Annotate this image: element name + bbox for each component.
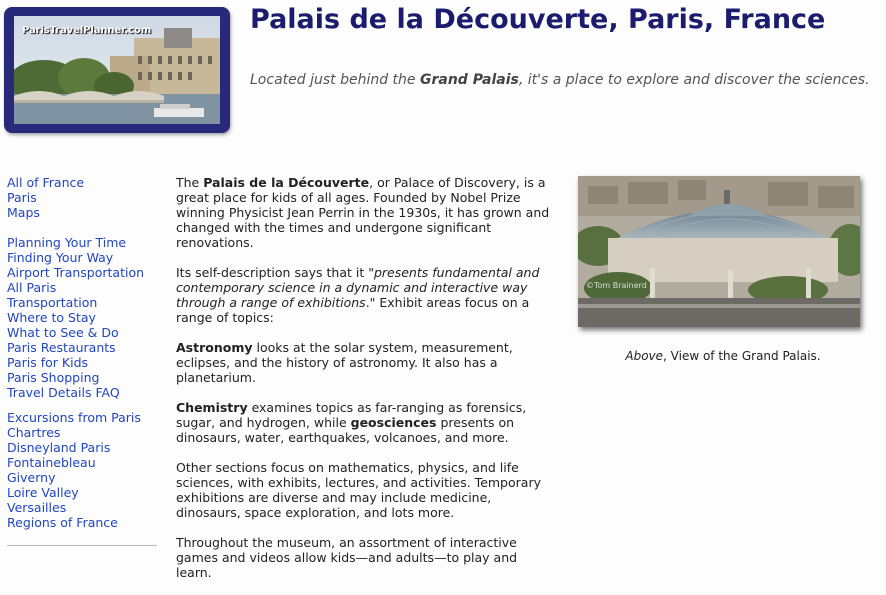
photo-watermark: ©Tom Brainerd: [586, 281, 647, 290]
sidebar-link-paris-for-kids[interactable]: Paris for Kids: [7, 355, 89, 370]
paragraph-interactive: Throughout the museum, an assortment of interactive games and videos allow kids—and adults—to play and learn.: [176, 535, 518, 580]
sidebar-link-excursions-from-paris[interactable]: Excursions from Paris: [7, 410, 141, 425]
sidebar-link-finding-your-way[interactable]: Finding Your Way: [7, 250, 114, 265]
sidebar-link-where-to-stay[interactable]: Where to Stay: [7, 310, 96, 325]
photo-caption: Above, View of the Grand Palais.: [625, 349, 821, 363]
paragraph-intro: The Palais de la Découverte, or Palace of Discovery, is a great place for kids of all ages. Founded by Nobel Prize winning Physicist Jean Perrin in the 1930s, it has grown and changed with the times and undergone significant renovations.: [176, 175, 550, 250]
sidebar-link-all-of-france[interactable]: All of France: [7, 175, 85, 190]
sidebar-link-loire-valley[interactable]: Loire Valley: [7, 485, 79, 500]
sidebar-link-paris-shopping[interactable]: Paris Shopping: [7, 370, 100, 385]
sidebar-link-versailles[interactable]: Versailles: [7, 500, 67, 515]
quote-text: presents fundamental and contemporary science in a dynamic and interactive way through a range of exhibitions: [176, 265, 540, 310]
paragraph-astronomy: Astronomy looks at the solar system, measurement, eclipses, and the history of astronomy. It also has a planetarium.: [176, 340, 513, 385]
sidebar-link-airport-transportation[interactable]: Airport Transportation: [7, 265, 145, 280]
article-body: [176, 175, 552, 595]
site-logo[interactable]: [4, 7, 230, 133]
sidebar-link-paris[interactable]: Paris: [7, 190, 37, 205]
paragraph-other-sections: Other sections focus on mathematics, physics, and life sciences, with exhibits, lectures, and activities. Temporary exhibitions are diverse and may include medicine, dinosaurs, space exploration, and lots more.: [176, 460, 541, 520]
sidebar-link-planning-your-time[interactable]: Planning Your Time: [7, 235, 127, 250]
sidebar-link-all-paris[interactable]: All Paris: [7, 280, 57, 295]
paragraph-chemistry: Chemistry examines topics as far-ranging as forensics, sugar, and hydrogen, while geosciences presents on dinosaurs, water, earthquakes, volcanoes, and more.: [176, 400, 527, 445]
sidebar-link-maps[interactable]: Maps: [7, 205, 40, 220]
subtitle-bold: Grand Palais: [419, 72, 519, 88]
paragraph-description: Its self-description says that it "presents fundamental and contemporary science in a dynamic and interactive way through a range of exhibitions." Exhibit areas focus on a range of topics:: [176, 265, 540, 325]
page-title: Palais de la Découverte, Paris, France: [250, 4, 826, 35]
sidebar-link-what-to-see-do[interactable]: What to See & Do: [7, 325, 119, 340]
logo-photo: [14, 16, 220, 124]
page-subtitle: Located just behind the Grand Palais, it's a place to explore and discover the sciences.: [250, 72, 870, 88]
sidebar-link-transportation[interactable]: Transportation: [7, 295, 98, 310]
grand-palais-photo: [578, 176, 860, 327]
sidebar-divider: [7, 545, 157, 546]
logo-text: ParisTravelPlanner.com: [22, 25, 152, 36]
sidebar-link-chartres[interactable]: Chartres: [7, 425, 61, 440]
sidebar-link-travel-details-faq[interactable]: Travel Details FAQ: [7, 385, 120, 400]
sidebar-link-paris-restaurants[interactable]: Paris Restaurants: [7, 340, 116, 355]
sidebar-link-giverny[interactable]: Giverny: [7, 470, 56, 485]
sidebar-link-disneyland-paris[interactable]: Disneyland Paris: [7, 440, 111, 455]
museum-name: Palais de la Découverte: [203, 175, 370, 190]
sidebar-nav: [7, 175, 159, 530]
sidebar-link-regions-of-france[interactable]: Regions of France: [7, 515, 118, 530]
sidebar-link-fontainebleau[interactable]: Fontainebleau: [7, 455, 96, 470]
